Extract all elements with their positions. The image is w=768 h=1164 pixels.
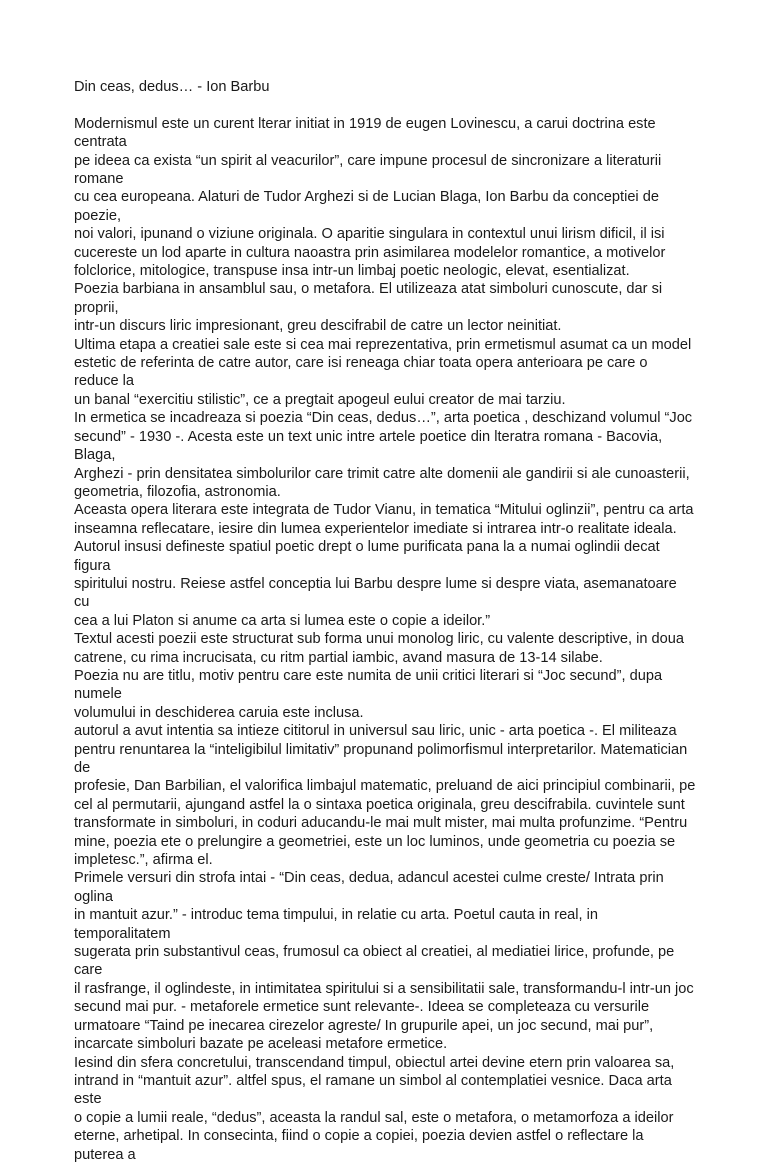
paragraph-8: autorul a avut intentia sa intieze cititorul in universul sau liric, unic - arta poetica -. El militeaza pentru renuntarea la “inteligibilul limitativ” propunand polimorfismul interpretarilor. Matematician de profesie, Dan Barbilian, el valorifica limbajul matematic, preluand de aici principiul combinarii, pe cel al permutarii, ajungand astfel la o sintaxa poetica originala, greu descifrabila. cuvintele sunt transformate in simboluri, in coduri aducandu-le mai mult mister, mai multa profunzime. “Pentru mine, poezia ete o prelungire a geometriei, este un loc luminos, unde geometria cu poezia se impletesc.”, afirma el.	[74, 723, 696, 869]
paragraph-10: Iesind din sfera concretului, transcendand timpul, obiectul artei devine etern prin valoarea sa, intrand in “mantuit azur”. altfel spus, el ramane un simbol al contemplatiei vesnice. Daca arta este o copie a lumii reale, “dedus”, aceasta la randul sal, este o metafora, o metamorfoza a ideilor eterne, arhetipal. In consecinta, fiind o copie a copiei, poezia devien astfel o reflectare la puterea a	[74, 1054, 675, 1163]
paragraph-5: Aceasta opera literara este integrata de Tudor Vianu, in tematica “Mitului oglinzii”, pentru ca arta inseamna reflecatare, iesire din lumea experientelor imediate si intrarea intr-o realitate ideala. Autorul insusi defineste spatiul poetic drept o lume purificata pana la a numai oglindii decat figura spiritului nostru. Reiese astfel conceptia lui Barbu despre lume si despre viata, asemanatoare cu cea a lui Platon si anume ca arta si lumea este o copie a ideilor.”	[74, 502, 694, 629]
paragraph-3: Ultima etapa a creatiei sale este si cea mai reprezentativa, prin ermetismul asumat ca un model estetic de referinta de catre autor, care isi reneaga chiar toata opera anterioara pe care o reduce la un banal “exercitiu stilistic”, ce a pregtait apogeul eului creator de mai tarziu.	[74, 336, 692, 408]
paragraph-6: Textul acesti poezii este structurat sub forma unui monolog liric, cu valente descriptive, in doua catrene, cu rima incrucisata, cu ritm partial iambic, avand masura de 13-14 silabe.	[74, 631, 685, 666]
paragraph-2: Poezia barbiana in ansamblul sau, o metafora. El utilizeaza atat simboluri cunoscute, dar si proprii, intr-un discurs liric impresionant, greu descifrabil de catre un lector neinitiat.	[74, 281, 663, 335]
paragraph-4: In ermetica se incadreaza si poezia “Din ceas, dedus…”, arta poetica , deschizand volumul “Joc secund” - 1930 -. Acesta este un text unic intre artele poetice din lteratra romana - Bacovia, Blaga, Arghezi - prin densitatea simbolurilor care trimit catre alte domenii ale gandirii si ale cunoasterii, geometria, filozofia, astronomia.	[74, 410, 693, 500]
paragraph-7: Poezia nu are titlu, motiv pentru care este numita de unii critici literari si “Joc secund”, dupa numele volumului in deschiderea caruia este inclusa.	[74, 667, 663, 721]
document-title: Din ceas, dedus… - Ion Barbu	[74, 79, 270, 95]
paragraph-1: Modernismul este un curent lterar initiat in 1919 de eugen Lovinescu, a carui doctrina este centrata pe ideea ca exista “un spirit al veacurilor”, care impune procesul de sincronizare a literaturii romane cu cea europeana. Alaturi de Tudor Arghezi si de Lucian Blaga, Ion Barbu da conceptiei de poezie, noi valori, ipunand o viziune originala. O aparitie singulara in contextul unui lirism dificil, il isi cucereste un lod aparte in cultura naoastra prin asimilarea modelelor romantice, a motivelor folclorice, mitologice, transpuse insa intr-un limbaj poetic neologic, elevat, esentializat.	[74, 115, 666, 280]
document-page	[74, 78, 696, 1164]
paragraph-9: Primele versuri din strofa intai - “Din ceas, dedua, adancul acestei culme creste/ Intrata prin oglina in mantuit azur.” - introduc tema timpului, in relatie cu arta. Poetul cauta in real, in temporalitatem sugerata prin substantivul ceas, frumosul ca obiect al creatiei, al mediatiei lirice, profunde, pe care il rasfrange, il oglindeste, in intimitatea spiritului si a sensibilitatii sale, transformandu-l intr-un joc secund mai pur. - metaforele ermetice sunt relevante-. Ideea se completeaza cu versurile urmatoare “Taind pe inecarea cirezelor agreste/ In grupurile apei, un joc secund, mai pur”, incarcate simboluri bazate pe aceleasi metafore ermetice.	[74, 870, 694, 1053]
